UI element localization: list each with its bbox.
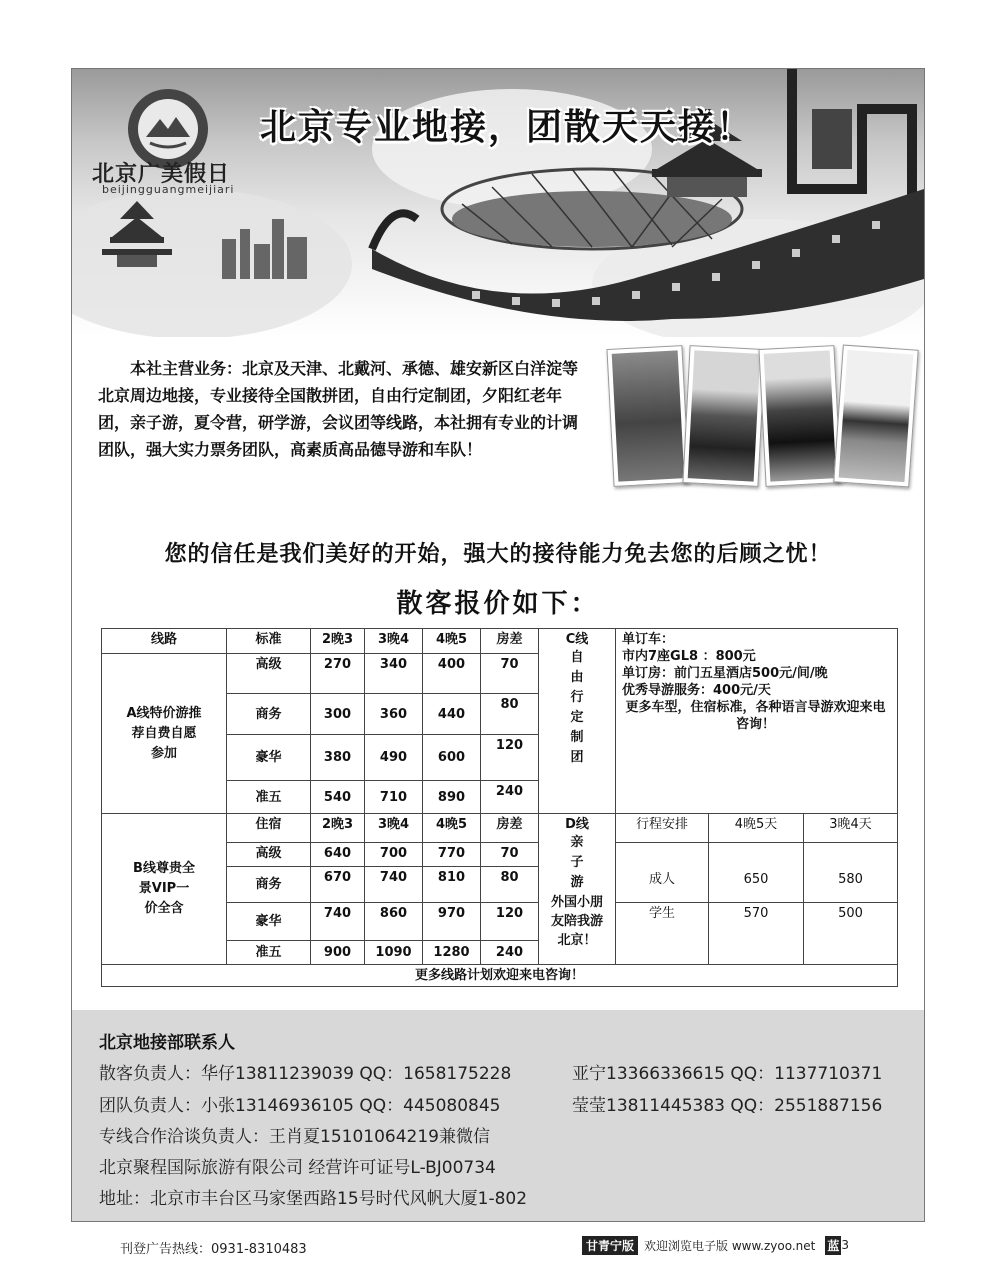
contact-section xyxy=(72,1010,924,1221)
d-row-label: 成人 xyxy=(616,843,709,903)
d-header-3n4d: 3晚4天 xyxy=(804,814,898,843)
edition-tagline: 欢迎浏览电子版 www.zyoo.net xyxy=(644,1238,816,1253)
c-line-details xyxy=(616,629,898,814)
banner xyxy=(72,69,924,337)
d-line-title: D线 xyxy=(565,817,589,832)
company-license: 北京聚程国际旅游有限公司 经营许可证号L-BJ00734 xyxy=(99,1158,496,1178)
a-row-v1: 270 xyxy=(311,654,365,694)
b-row-v2: 700 xyxy=(365,843,423,867)
edition-brand: 甘青宁版 xyxy=(582,1236,638,1255)
d-header-4n5d: 4晚5天 xyxy=(709,814,804,843)
logo-name: 北京广美假日 xyxy=(92,162,231,187)
slogan: 北京专业地接，团散天天接！ xyxy=(260,107,755,148)
a-row-v2: 710 xyxy=(365,781,423,814)
contact-special: 专线合作洽谈负责人：王肖夏15101064219兼微信 xyxy=(99,1127,490,1147)
header-2n3d: 2晚3 xyxy=(311,629,365,654)
c-line-title: C线 xyxy=(565,632,589,647)
a-row-v3: 400 xyxy=(423,654,481,694)
header-4n5d: 4晚5 xyxy=(423,629,481,654)
d-row-v1: 570 xyxy=(709,903,804,965)
a-row-std: 准五 xyxy=(227,781,311,814)
b-row-v2: 740 xyxy=(365,867,423,903)
d-row-v2: 580 xyxy=(804,843,898,903)
a-row-v3: 440 xyxy=(423,694,481,735)
contact-individual: 散客负责人：华仔13811239039 QQ：1658175228 xyxy=(99,1064,512,1084)
b-row-v3: 770 xyxy=(423,843,481,867)
a-row-v3: 600 xyxy=(423,735,481,781)
photo-temple xyxy=(606,345,689,487)
contact-group: 团队负责人：小张13146936105 QQ：445080845 xyxy=(99,1096,501,1116)
a-row-v1: 540 xyxy=(311,781,365,814)
b-row-v2: 860 xyxy=(365,903,423,941)
b-row-std: 豪华 xyxy=(227,903,311,941)
a-row-v2: 360 xyxy=(365,694,423,735)
a-row-std: 高级 xyxy=(227,654,311,694)
price-title: 散客报价如下： xyxy=(396,589,600,619)
b-header-4n5d: 4晚5 xyxy=(423,814,481,843)
photo-lake xyxy=(682,345,765,487)
a-row-v1: 300 xyxy=(311,694,365,735)
c-line-detail-3: 单订房：前门五星酒店500元/间/晚 xyxy=(622,666,828,681)
b-header-2n3d: 2晚3 xyxy=(311,814,365,843)
b-header-diff: 房差 xyxy=(481,814,539,843)
c-line-detail-5: 更多车型，住宿标准，各种语言导游欢迎来电咨询！ xyxy=(625,700,886,732)
a-row-std: 商务 xyxy=(227,694,311,735)
a-row-diff: 120 xyxy=(481,735,539,781)
contact-heading: 北京地接部联系人 xyxy=(99,1033,235,1053)
b-row-v3: 810 xyxy=(423,867,481,903)
d-row-label: 学生 xyxy=(616,903,709,965)
b-row-std: 高级 xyxy=(227,843,311,867)
a-line-name: A线特价游推荐自费自愿参加 xyxy=(102,654,227,814)
edition-footer xyxy=(582,1236,849,1254)
c-line-detail-2: 市内7座GL8 ：800元 xyxy=(622,649,756,664)
header-route: 线路 xyxy=(102,629,227,654)
b-line-name: B线尊贵全景VIP一价全含 xyxy=(102,814,227,965)
page-mark: 蓝 xyxy=(825,1236,841,1255)
b-row-diff: 120 xyxy=(481,903,539,941)
a-row-diff: 80 xyxy=(481,694,539,735)
page-number: 3 xyxy=(841,1238,850,1252)
a-row-std: 豪华 xyxy=(227,735,311,781)
b-row-std: 准五 xyxy=(227,941,311,965)
price-table xyxy=(101,628,898,987)
photo-pagoda xyxy=(758,345,841,487)
d-line-sub: 亲子游 xyxy=(570,835,584,890)
company-address: 地址：北京市丰台区马家堡西路15号时代风帆大厦1-802 xyxy=(99,1189,528,1209)
c-line-detail-1: 单订车： xyxy=(622,632,675,647)
trust-slogan: 您的信任是我们美好的开始，强大的接待能力免去您的后顾之忧！ xyxy=(164,542,832,567)
b-row-v3: 1280 xyxy=(423,941,481,965)
a-row-v2: 490 xyxy=(365,735,423,781)
d-header-schedule: 行程安排 xyxy=(616,814,709,843)
a-row-diff: 240 xyxy=(481,781,539,814)
photo-palace xyxy=(833,345,918,488)
d-row-v1: 650 xyxy=(709,843,804,903)
b-row-v1: 900 xyxy=(311,941,365,965)
ad-hotline: 刊登广告热线：0931-8310483 xyxy=(120,1242,307,1257)
b-row-v2: 1090 xyxy=(365,941,423,965)
business-intro: 本社主营业务：北京及天津、北戴河、承德、雄安新区白洋淀等北京周边地接，专业接待全国散拼团，自由行定制团，夕阳红老年团，亲子游，夏令营，研学游，会议团等线路，本社拥有专业的计调团队，强大实力票务团队，高素质高品德导游和车队！ xyxy=(98,359,579,459)
b-row-diff: 240 xyxy=(481,941,539,965)
b-header-std: 住宿 xyxy=(227,814,311,843)
header-3n4d: 3晚4 xyxy=(365,629,423,654)
b-row-v1: 640 xyxy=(311,843,365,867)
c-line-detail-4: 优秀导游服务：400元/天 xyxy=(622,683,771,698)
b-row-v3: 970 xyxy=(423,903,481,941)
a-row-diff: 70 xyxy=(481,654,539,694)
a-row-v1: 380 xyxy=(311,735,365,781)
c-line-cell xyxy=(539,629,616,814)
a-row-v3: 890 xyxy=(423,781,481,814)
d-line-cell xyxy=(539,814,616,965)
b-row-diff: 80 xyxy=(481,867,539,903)
a-row-v2: 340 xyxy=(365,654,423,694)
d-row-v2: 500 xyxy=(804,903,898,965)
table-footer-note: 更多线路计划欢迎来电咨询！ xyxy=(102,965,898,987)
b-row-v1: 670 xyxy=(311,867,365,903)
d-line-desc: 外国小朋友陪我游北京！ xyxy=(550,895,603,948)
logo-pinyin: beijingguangmeijiari xyxy=(102,183,235,196)
b-row-diff: 70 xyxy=(481,843,539,867)
photo-strip xyxy=(606,335,916,505)
c-line-sub: 自由行定制团 xyxy=(570,650,584,765)
header-room-diff: 房差 xyxy=(481,629,539,654)
header-standard: 标准 xyxy=(227,629,311,654)
advertisement-page xyxy=(71,68,925,1222)
b-row-std: 商务 xyxy=(227,867,311,903)
mountain-icon xyxy=(138,99,198,159)
contact-group-2: 莹莹13811445383 QQ：2551887156 xyxy=(572,1096,883,1116)
contact-individual-2: 亚宁13366336615 QQ：1137710371 xyxy=(572,1064,883,1084)
b-row-v1: 740 xyxy=(311,903,365,941)
b-header-3n4d: 3晚4 xyxy=(365,814,423,843)
